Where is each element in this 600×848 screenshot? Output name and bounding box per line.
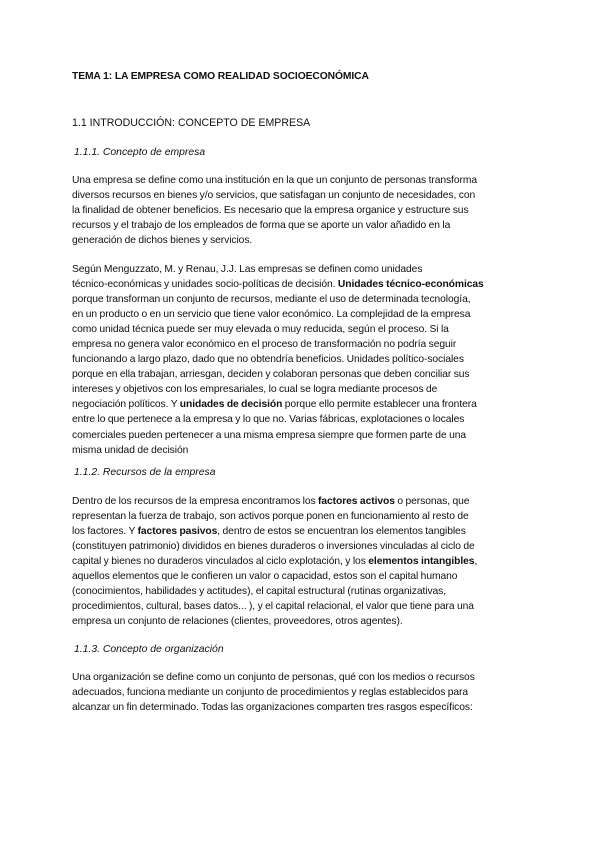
subsection-heading: 1.1.1. Concepto de empresa (74, 147, 206, 158)
paragraph-line: aquellos elementos que le confieren un valor o capacidad, estos son el capital humano (72, 571, 458, 583)
paragraph-line: adecuados, funciona mediante un conjunto de procedimientos y reglas establecidos para (72, 687, 469, 699)
paragraph (72, 494, 532, 629)
text-run: , (474, 556, 478, 568)
paragraph-line: la finalidad de obtener beneficios. Es necesario que la empresa organice y estructure sus (72, 205, 469, 217)
paragraph-line (72, 494, 532, 509)
bold-term: Unidades técnico-económicas (337, 279, 484, 291)
paragraph-line: empresa un conjunto de relaciones (clientes, proveedores, otros agentes). (72, 616, 403, 628)
paragraph-line: Una empresa se define como una institución en la que un conjunto de personas transforma (72, 175, 477, 186)
paragraph-line: procedimientos, cultural, bases datos... ), y el capital relacional, el valor que tiene para una (72, 601, 474, 613)
bold-term: elementos intangibles (368, 556, 475, 568)
paragraph-line: en un producto o en un servicio que tiene valor económico. La complejidad de la empresa (72, 309, 471, 321)
bold-term: factores activos (318, 496, 395, 507)
paragraph-line: porque transforman un conjunto de recursos, mediante el uso de determinada tecnología, (72, 294, 471, 306)
document-title: TEMA 1: LA EMPRESA COMO REALIDAD SOCIOECONÓMICA (72, 71, 369, 82)
paragraph (72, 262, 532, 458)
paragraph-line: diversos recursos en bienes y/o servicios, que satisfagan un conjunto de necesidades, con (72, 190, 476, 202)
text-run: o personas, que (394, 496, 470, 507)
subsection-heading: 1.1.3. Concepto de organización (74, 644, 224, 655)
paragraph-line: comerciales pueden pertenecer a una misma empresa siempre que formen parte de una (72, 429, 467, 441)
bold-term: unidades de decisión (179, 399, 283, 411)
paragraph (72, 173, 532, 248)
text-run: porque ello permite establecer una frontera (282, 399, 477, 411)
text-run: capital y bienes no duraderos vinculados al ciclo explotación, y los (72, 556, 369, 568)
paragraph-line: alcanzar un fin determinado. Todas las organizaciones comparten tres rasgos específicos: (72, 702, 473, 714)
paragraph-line: funcionando a largo plazo, dado que no obtendría beneficios. Unidades político-sociales (72, 354, 464, 366)
paragraph-line (72, 277, 532, 292)
paragraph-line: generación de dichos bienes y servicios. (72, 235, 253, 247)
section-heading: 1.1 INTRODUCCIÓN: CONCEPTO DE EMPRESA (72, 117, 311, 129)
paragraph-line (72, 397, 532, 412)
paragraph (72, 670, 532, 715)
paragraph-line (72, 554, 532, 569)
paragraph-line (72, 524, 532, 539)
subsection-heading: 1.1.2. Recursos de la empresa (74, 467, 216, 478)
text-run: Dentro de los recursos de la empresa encontramos los (72, 496, 319, 507)
bold-term: factores pasivos (137, 526, 218, 538)
paragraph-line: empresa no genera valor económico en el proceso de transformación no podría seguir (72, 339, 457, 351)
paragraph-line: Según Menguzzato, M. y Renau, J.J. Las empresas se definen como unidades (72, 264, 423, 275)
paragraph-line: intereses y objetivos con los empresariales, lo cual se logra mediante procesos de (72, 384, 438, 396)
paragraph-line: entre lo que pertenece a la empresa y lo que no. Varias fábricas, explotaciones o locales (72, 414, 465, 426)
paragraph-line: misma unidad de decisión (72, 444, 189, 456)
paragraph-line: (conocimientos, habilidades y actitudes), el capital estructural (rutinas organizativas, (72, 586, 447, 598)
paragraph-line: representan la fuerza de trabajo, son activos porque ponen en funcionamiento al resto de (72, 511, 469, 523)
paragraph-line: recursos y el trabajo de los empleados de forma que se aporte un valor añadido en la (72, 220, 451, 232)
paragraph-line: como unidad técnica puede ser muy elevada o muy reducida, según el proceso. Si la (72, 324, 449, 336)
text-run: técnico-económicas y unidades socio-políticas de decisión. (72, 279, 338, 291)
text-run: , dentro de estos se encuentran los elementos tangibles (217, 526, 466, 538)
paragraph-line: Una organización se define como un conjunto de personas, qué con los medios o recursos (72, 672, 475, 683)
text-run: negociación políticos. Y (72, 399, 180, 411)
paragraph-line: (constituyen patrimonio) divididos en bienes duraderos o inversiones vinculadas al ciclo de (72, 541, 475, 553)
text-run: los factores. Y (72, 526, 138, 538)
paragraph-line: porque en ella trabajan, arriesgan, deciden y colaboran personas que deben conciliar sus (72, 369, 470, 381)
